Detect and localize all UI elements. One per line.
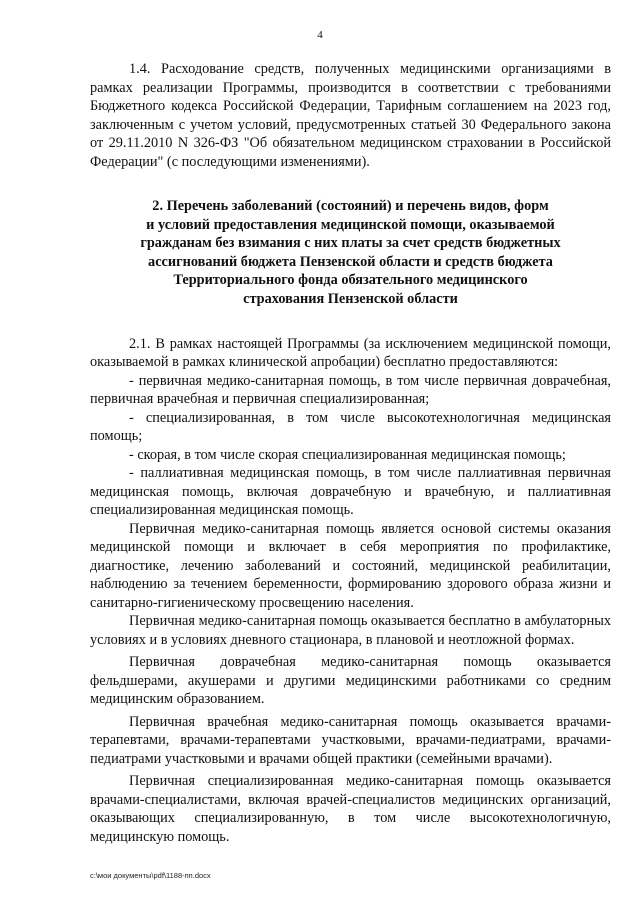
document-body <box>90 60 611 846</box>
page-number: 4 <box>317 29 323 41</box>
list-item-emergency-care: - скорая, в том числе скорая специализированная медицинская помощь; <box>129 446 566 463</box>
paragraph-doctor-care: Первичная врачебная медико-санитарная помощь оказывается врачами-терапевтами, врачами-терапевтами участковыми, врачами-педиатрами, врачами-педиатрами участковыми и врачами общей практики (семейными врачами). <box>90 713 611 767</box>
paragraph-primary-care-basis: Первичная медико-санитарная помощь является основой системы оказания медицинской помощи и включает в себя мероприятия по профилактике, диагностике, лечению заболеваний и состояний, медицинской реабилитации, наблюдению за течением беременности, формированию здорового образа жизни и санитарно-гигиеническому просвещению населения. <box>90 520 611 611</box>
paragraph-1-4: 1.4. Расходование средств, полученных медицинскими организациями в рамках реализации Программы, производится в соответствии с требованиями Бюджетного кодекса Российской Федерации, Тарифным соглашением на 2023 год, заключенным с учетом условий, предусмотренных статьей 30 Федерального закона от 29.11.2010 N 326-ФЗ "Об обязательном медицинском страховании в Российской Федерации" (с последующими изменениями). <box>90 61 611 170</box>
paragraph-2-1: 2.1. В рамках настоящей Программы (за исключением медицинской помощи, оказываемой в рамках клинической апробации) бесплатно предоставляются: <box>90 335 611 371</box>
list-item-primary-care: - первичная медико-санитарная помощь, в том числе первичная доврачебная, первичная врачебная и первичная специализированная; <box>90 372 611 408</box>
paragraph-pre-doctor-care: Первичная доврачебная медико-санитарная помощь оказывается фельдшерами, акушерами и другими медицинскими работниками со средним медицинским образованием. <box>90 654 611 708</box>
footer-file-path: c:\мои документы\pdf\1188-пп.docx <box>90 871 211 880</box>
paragraph-primary-care-conditions: Первичная медико-санитарная помощь оказывается бесплатно в амбулаторных условиях и в условиях дневного стационара, в плановой и неотложной формах. <box>90 613 611 648</box>
list-item-specialized-care: - специализированная, в том числе высокотехнологичная медицинская помощь; <box>90 409 611 445</box>
section-2-title: 2. Перечень заболеваний (состояний) и перечень видов, форм и условий предоставления медицинской помощи, оказываемой гражданам без взимания с них платы за счет средств бюджетных ассигнований бюджета Пензенской области и средств бюджета Территориального фонда обязательного медицинского страхования Пензенской области <box>140 198 561 307</box>
paragraph-specialized-primary-care: Первичная специализированная медико-санитарная помощь оказывается врачами-специалистами, включая врачей-специалистов медицинских организаций, оказывающих специализированную, в том числе высокотехнологичную, медицинскую помощь. <box>90 773 611 845</box>
list-item-palliative-care: - паллиативная медицинская помощь, в том числе паллиативная первичная медицинская помощь, включая доврачебную и врачебную, и паллиативная специализированная медицинская помощь. <box>90 465 611 519</box>
